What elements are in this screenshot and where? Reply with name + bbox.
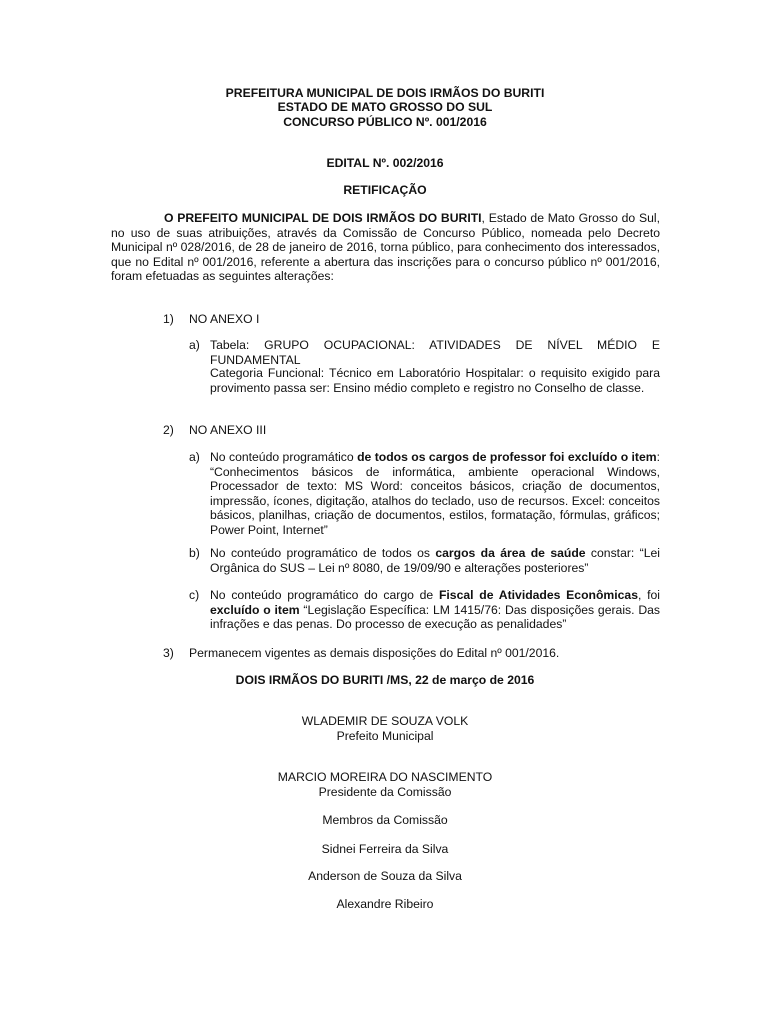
mayor-role: Prefeito Municipal (336, 729, 434, 743)
item-2-title: NO ANEXO III (189, 423, 267, 437)
edital-number: EDITAL Nº. 002/2016 (326, 156, 444, 170)
item-2a-bold: de todos os cargos de professor foi excluído o item (357, 450, 657, 464)
item-2c-t2: , foi (637, 588, 660, 602)
item-3-number: 3) (163, 646, 174, 660)
header-line-3: CONCURSO PÚBLICO Nº. 001/2016 (283, 115, 487, 129)
item-1-title: NO ANEXO I (189, 312, 260, 326)
item-2c-text (210, 588, 660, 632)
header-line-2: ESTADO DE MATO GROSSO DO SUL (277, 100, 493, 114)
intro-paragraph (111, 211, 660, 284)
item-2a-text (210, 450, 660, 538)
member-2: Anderson de Souza da Silva (308, 869, 462, 883)
document-subject: RETIFICAÇÃO (343, 183, 427, 197)
members-title: Membros da Comissão (322, 813, 448, 827)
item-2b-text (210, 546, 660, 575)
item-1a-letter: a) (189, 338, 200, 352)
item-2c-bold-2: excluído o item (210, 602, 300, 617)
intro-text: , Estado de Mato Grosso do Sul, no uso de suas atribuições, através da Comissão de Concurso Público, nomeada pelo Decreto Municipal nº 028/2016, de 28 de janeiro de 2016, torna público, para conhecimento dos interessados, que no Edital nº 001/2016, referente a abertura das inscrições para o concurso público nº 001/2016, foram efetuadas as seguintes alterações: (111, 211, 660, 284)
item-2c-t3: “Legislação Específica: LM 1415/76: Das disposições gerais. Das infrações e das penas. Do processo de execução as penalidades” (210, 602, 660, 632)
president-role: Presidente da Comissão (318, 785, 452, 799)
item-2b-t2: constar: “Lei Orgânica do SUS – Lei nº 8080, de 19/09/90 e alterações posteriores” (210, 546, 660, 575)
item-1-number: 1) (163, 312, 174, 326)
item-2a-t1: No conteúdo programático (210, 450, 358, 464)
item-2a-letter: a) (189, 450, 200, 464)
item-2c-t1: No conteúdo programático do cargo de (210, 588, 439, 602)
mayor-name: WLADEMIR DE SOUZA VOLK (301, 714, 469, 728)
item-2c-letter: c) (189, 588, 200, 602)
intro-bold: O PREFEITO MUNICIPAL DE DOIS IRMÃOS DO BURITI (164, 211, 482, 225)
item-2b-bold: cargos da área de saúde (435, 546, 586, 560)
header-line-1: PREFEITURA MUNICIPAL DE DOIS IRMÃOS DO BURITI (225, 86, 545, 100)
item-1a-category: Categoria Funcional: Técnico em Laboratório Hospitalar: o requisito exigido para provimento passa ser: Ensino médio completo e registro no Conselho de classe. (210, 366, 660, 395)
member-3: Alexandre Ribeiro (336, 897, 434, 911)
item-2a-t2: : “Conhecimentos básicos de informática, ambiente operacional Windows, Processador de texto: MS Word: conceitos básicos, criação de documentos, impressão, ícones, digitação, atalhos do teclado, uso de recursos. Excel: conceitos básicos, planilhas, criação de documentos, estilos, formatação, fórmulas, gráficos; Power Point, Internet” (210, 450, 660, 537)
president-name: MARCIO MOREIRA DO NASCIMENTO (277, 770, 493, 784)
item-2b-letter: b) (189, 546, 200, 560)
item-2c-bold-1: Fiscal de Atividades Econômicas (438, 588, 638, 602)
item-2b-t1: No conteúdo programático de todos os (210, 546, 436, 560)
item-1a-table-line: Tabela: GRUPO OCUPACIONAL: ATIVIDADES DE NÍVEL MÉDIO E FUNDAMENTAL (210, 338, 660, 367)
date-line: DOIS IRMÃOS DO BURITI /MS, 22 de março de 2016 (235, 673, 535, 687)
item-3-text: Permanecem vigentes as demais disposições do Edital nº 001/2016. (189, 646, 560, 660)
member-1: Sidnei Ferreira da Silva (321, 842, 449, 856)
item-2-number: 2) (163, 423, 174, 437)
